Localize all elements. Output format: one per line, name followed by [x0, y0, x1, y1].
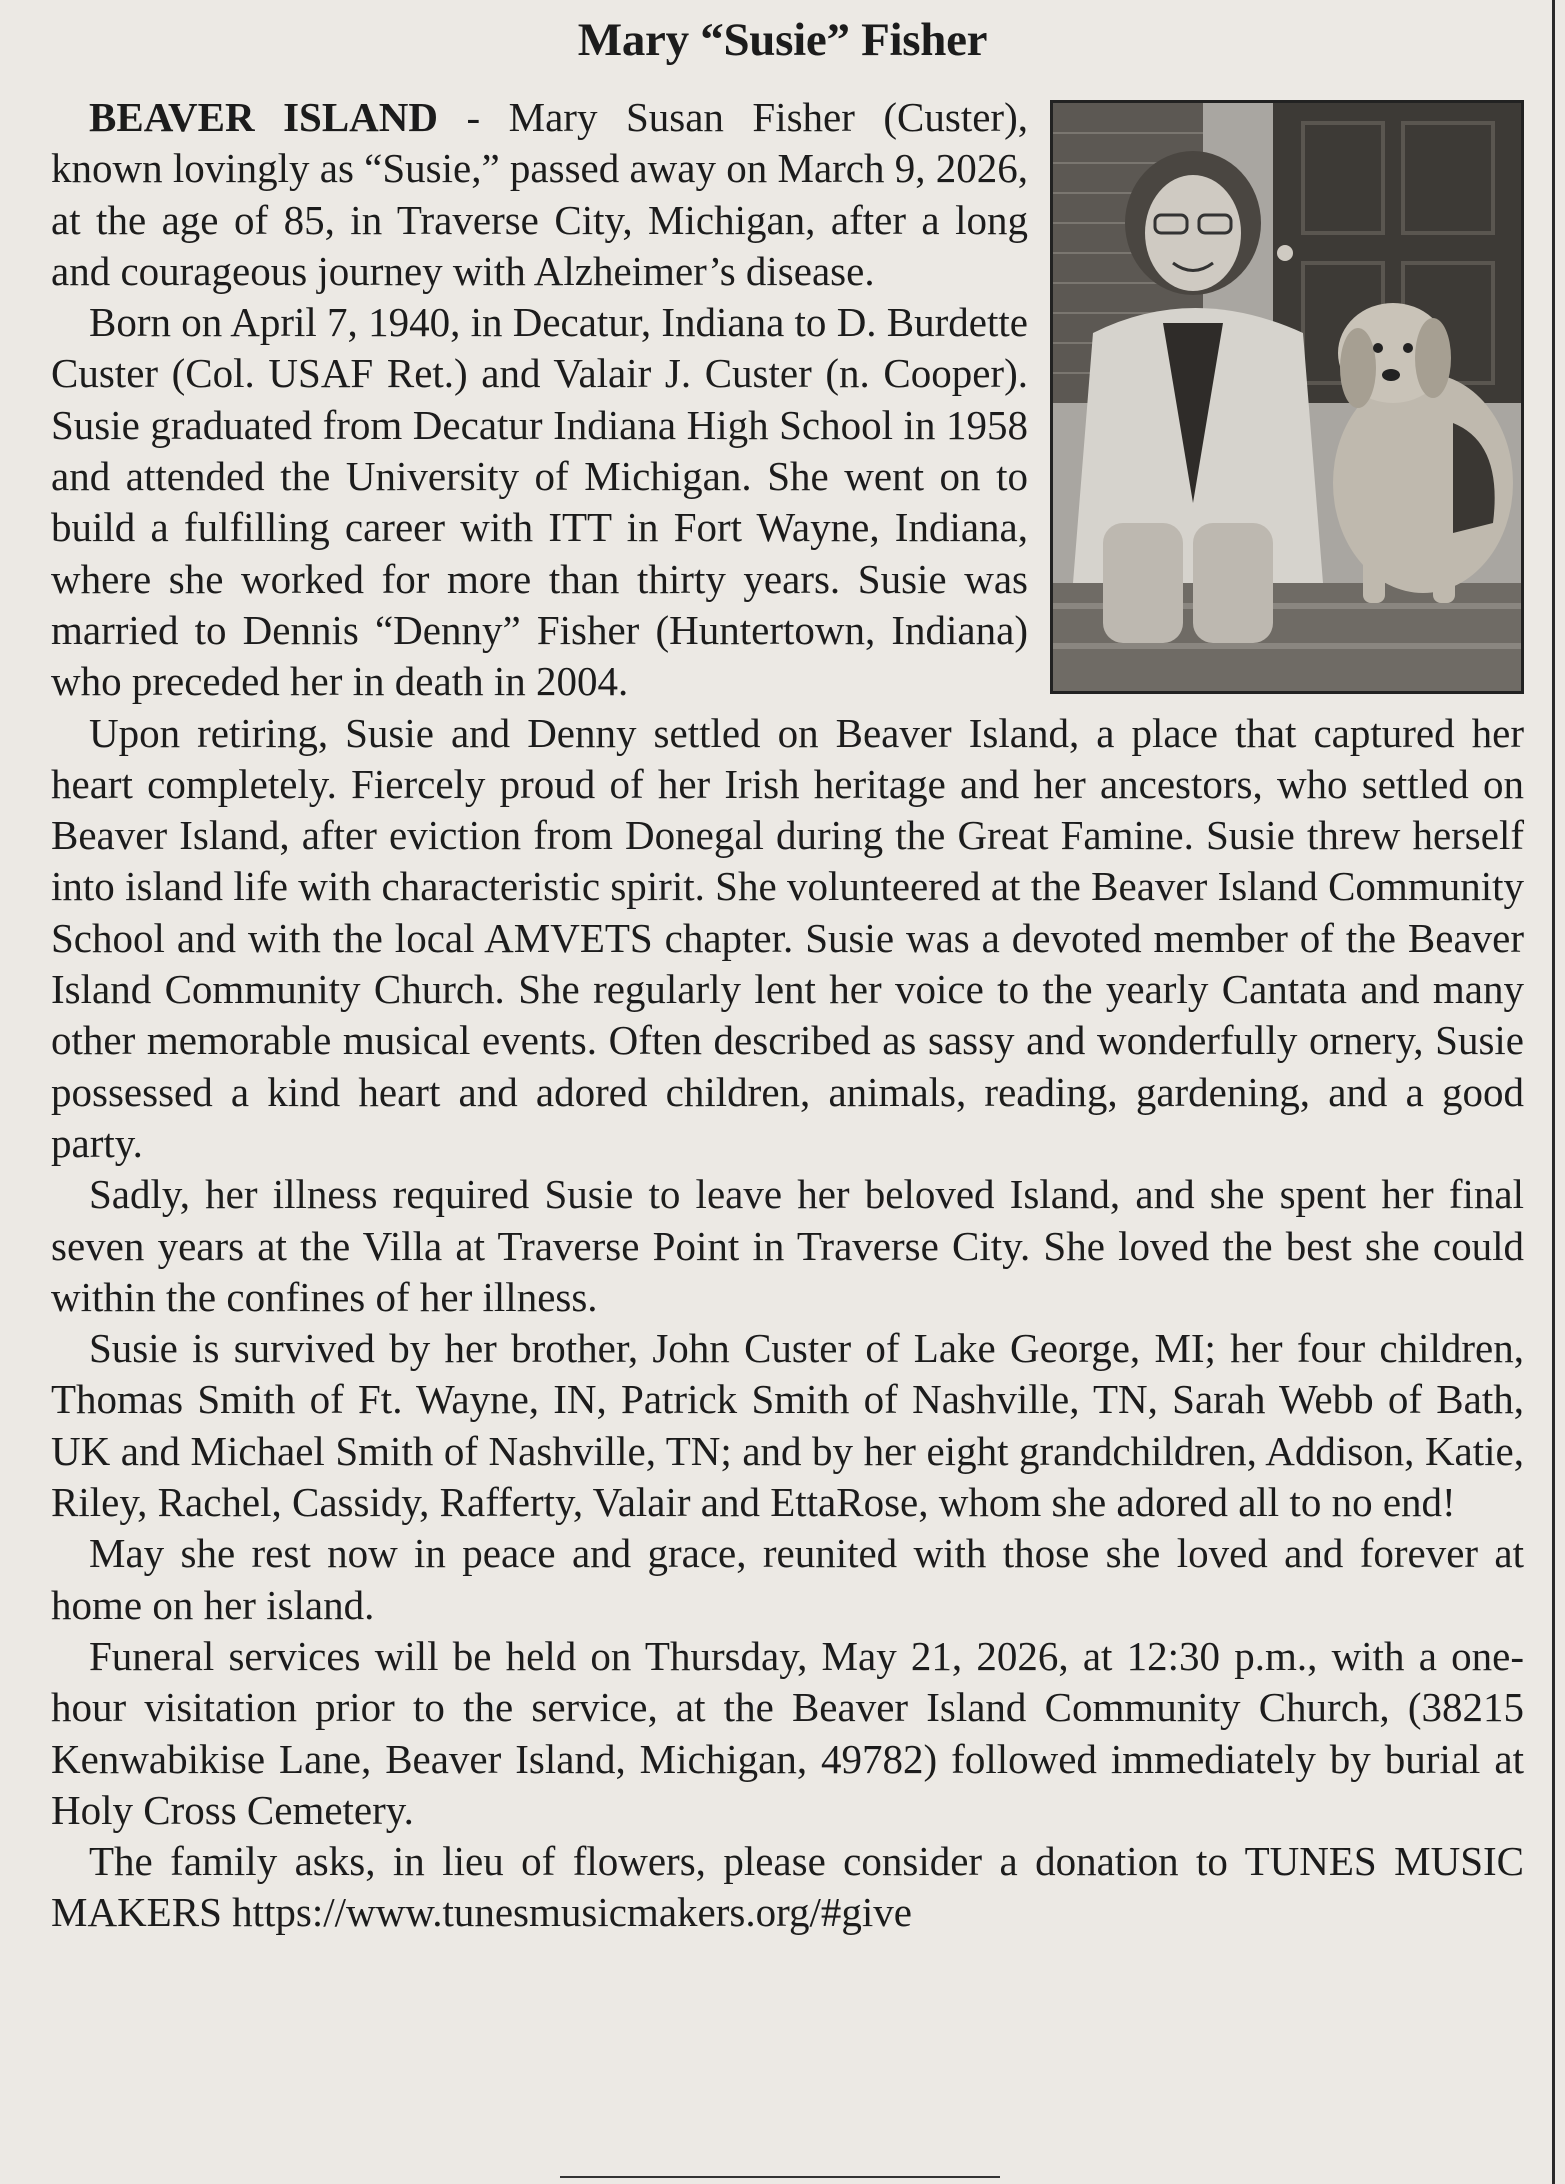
- bottom-rule: [560, 2176, 1000, 2178]
- dateline: BEAVER ISLAND: [89, 94, 439, 140]
- paragraph-rest: May she rest now in peace and grace, reunited with those she loved and forever at home on her island.: [51, 1530, 1524, 1628]
- obituary-title: Mary “Susie” Fisher: [577, 14, 988, 66]
- paragraph-intro-text: - Mary Susan Fisher (Custer), known lovingly as “Susie,” passed away on March 9, 2026, at the age of 85, in Traverse City, Michigan, after a long and courageous journey with Alzheimer’s disease.: [51, 94, 1028, 294]
- paragraph-island-life: Upon retiring, Susie and Denny settled on Beaver Island, a place that captured her heart completely. Fiercely proud of her Irish heritage and her ancestors, who settled on Beaver Island, after eviction from Donegal during the Great Famine. Susie threw herself into island life with characteristic spirit. She volunteered at the Beaver Island Community School and with the local AMVETS chapter. Susie was a devoted member of the Beaver Island Community Church. She regularly lent her voice to the yearly Cantata and many other memorable musical events. Often described as sassy and wonderfully ornery, Susie possessed a kind heart and adored children, animals, reading, gardening, and a good party.: [51, 709, 1524, 1166]
- portrait-photo-icon: [1053, 103, 1521, 691]
- obituary-body: [51, 92, 1524, 1939]
- paragraph-survivors: Susie is survived by her brother, John Custer of Lake George, MI; her four children, Thomas Smith of Ft. Wayne, IN, Patrick Smith of Nashville, TN, Sarah Webb of Bath, UK and Michael Smith of Nashville, TN; and by her eight grandchildren, Addison, Katie, Riley, Rachel, Cassidy, Rafferty, Valair and EttaRose, whom she adored all to no end!: [51, 1325, 1524, 1526]
- paragraph-donation: The family asks, in lieu of flowers, please consider a donation to TUNES MUSIC MAKERS https://www.tunesmusicmakers.org/#give: [51, 1838, 1524, 1936]
- column-rule: [1552, 0, 1555, 2184]
- paragraph-services: Funeral services will be held on Thursday, May 21, 2026, at 12:30 p.m., with a one-hour visitation prior to the service, at the Beaver Island Community Church, (38215 Kenwabikise Lane, Beaver Island, Michigan, 49782) followed immediately by burial at Holy Cross Cemetery.: [51, 1632, 1524, 1833]
- portrait-photo: [1050, 100, 1524, 694]
- paragraph-early-life: Born on April 7, 1940, in Decatur, Indiana to D. Burdette Custer (Col. USAF Ret.) and Valair J. Custer (n. Cooper). Susie graduated from Decatur Indiana High School in 1958 and attended the University of Michigan. She went on to build a fulfilling career with ITT in Fort Wayne, Indiana, where she worked for more than thirty years. Susie was married to Dennis “Denny” Fisher (Huntertown, Indiana) who preceded her in death in 2004.: [51, 299, 1028, 705]
- paragraph-illness: Sadly, her illness required Susie to leave her beloved Island, and she spent her final seven years at the Villa at Traverse Point in Traverse City. She loved the best she could within the confines of her illness.: [51, 1171, 1524, 1320]
